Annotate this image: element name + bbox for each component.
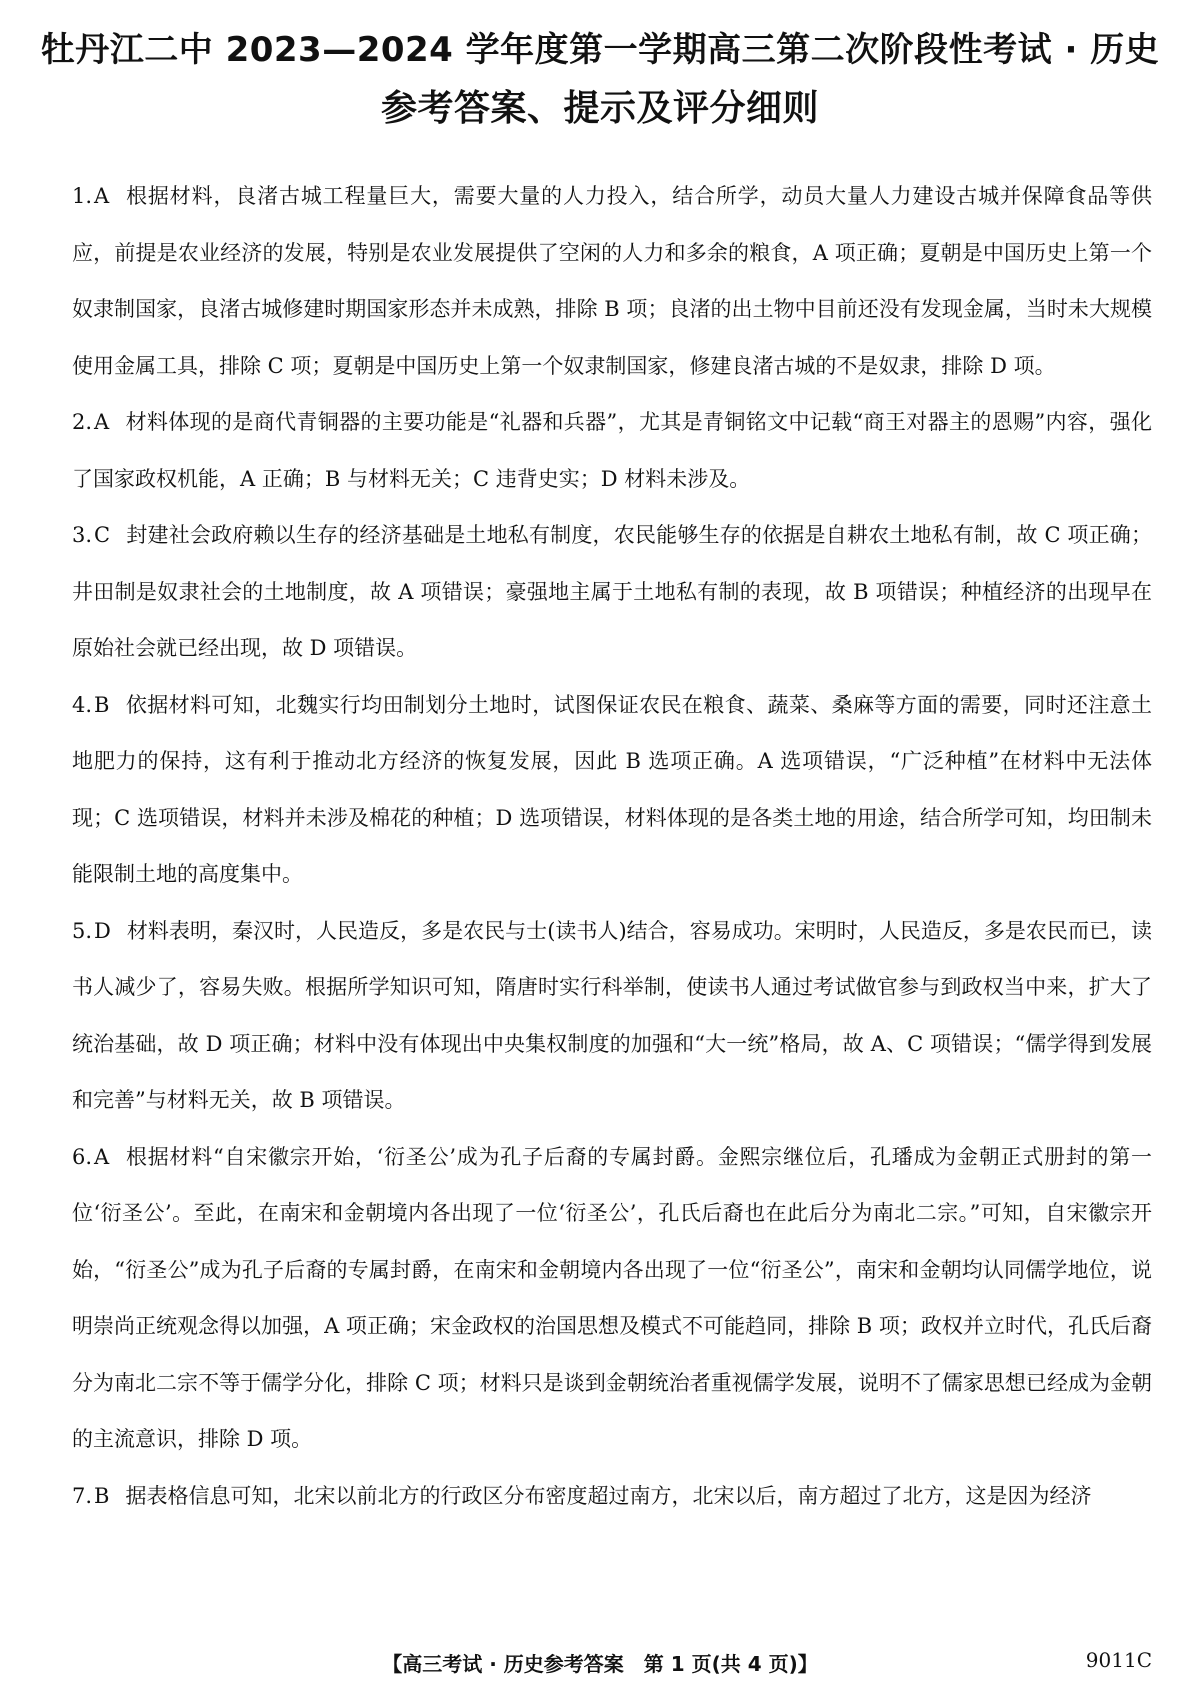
question-number: 5. — [72, 918, 93, 943]
answer-explanation: 据表格信息可知，北宋以前北方的行政区分布密度超过南方，北宋以后，南方超过了北方，这是因为经济 — [125, 1483, 1092, 1508]
question-number: 1. — [72, 184, 93, 208]
question-answer: A — [94, 410, 110, 434]
answer-item-6 — [72, 1129, 1152, 1468]
page-footer — [0, 1648, 1200, 1688]
question-number: 3. — [72, 523, 93, 547]
question-number: 6. — [72, 1144, 93, 1169]
answer-item-4 — [72, 677, 1152, 903]
question-number: 4. — [72, 692, 93, 717]
answer-item-5 — [72, 903, 1152, 1129]
answer-item-7 — [72, 1468, 1152, 1525]
footer-code: 9011C — [1085, 1648, 1152, 1672]
answer-list — [72, 168, 1152, 1524]
question-answer: C — [94, 523, 111, 547]
answer-explanation: 材料体现的是商代青铜器的主要功能是“礼器和兵器”，尤其是青铜铭文中记载“商王对器主的恩赐”内容，强化了国家政权机能，A 正确；B 与材料无关；C 违背史实；D 材料未涉及。 — [72, 410, 1152, 491]
question-answer: B — [94, 692, 110, 717]
answer-explanation: 根据材料“自宋徽宗开始，‘衍圣公’成为孔子后裔的专属封爵。金熙宗继位后，孔璠成为金朝正式册封的第一位‘衍圣公’。至此，在南宋和金朝境内各出现了一位‘衍圣公’，孔氏后裔也在此后分为南北二宗。”可知，自宋徽宗开始，“衍圣公”成为孔子后裔的专属封爵，在南宋和金朝境内各出现了一位“衍圣公”，南宋和金朝均认同儒学地位，说明崇尚正统观念得以加强，A 项正确；宋金政权的治国思想及模式不可能趋同，排除 B 项；政权并立时代，孔氏后裔分为南北二宗不等于儒学分化，排除 C 项；材料只是谈到金朝统治者重视儒学发展，说明不了儒家思想已经成为金朝的主流意识，排除 D 项。 — [72, 1144, 1152, 1451]
answer-explanation: 封建社会政府赖以生存的经济基础是土地私有制度，农民能够生存的依据是自耕农土地私有制，故 C 项正确；井田制是奴隶社会的土地制度，故 A 项错误；豪强地主属于土地私有制的表现，故 B 项错误；种植经济的出现早在原始社会就已经出现，故 D 项错误。 — [72, 523, 1152, 660]
question-answer: A — [94, 184, 110, 208]
answer-explanation: 根据材料，良渚古城工程量巨大，需要大量的人力投入，结合所学，动员大量人力建设古城并保障食品等供应，前提是农业经济的发展，特别是农业发展提供了空闲的人力和多余的粮食，A 项正确；夏朝是中国历史上第一个奴隶制国家，良渚古城修建时期国家形态并未成熟，排除 B 项；良渚的出土物中目前还没有发现金属，当时未大规模使用金属工具，排除 C 项；夏朝是中国历史上第一个奴隶制国家，修建良渚古城的不是奴隶，排除 D 项。 — [72, 184, 1152, 378]
answer-explanation: 材料表明，秦汉时，人民造反，多是农民与士(读书人)结合，容易成功。宋明时，人民造反，多是农民而已，读书人减少了，容易失败。根据所学知识可知，隋唐时实行科举制，使读书人通过考试做官参与到政权当中来，扩大了统治基础，故 D 项正确；材料中没有体现出中央集权制度的加强和“大一统”格局，故 A、C 项错误；“儒学得到发展和完善”与材料无关，故 B 项错误。 — [72, 918, 1152, 1112]
footer-page-info: 【高三考试 · 历史参考答案 第 1 页(共 4 页)】 — [382, 1652, 818, 1676]
question-answer: B — [94, 1483, 110, 1508]
answer-item-3 — [72, 507, 1152, 677]
page-title: 牡丹江二中 2023—2024 学年度第一学期高三第二次阶段性考试 · 历史 — [40, 30, 1160, 70]
question-answer: A — [94, 1144, 110, 1169]
answer-explanation: 依据材料可知，北魏实行均田制划分土地时，试图保证农民在粮食、蔬菜、桑麻等方面的需要，同时还注意土地肥力的保持，这有利于推动北方经济的恢复发展，因此 B 选项正确。A 选项错误，“广泛种植”在材料中无法体现；C 选项错误，材料并未涉及棉花的种植；D 选项错误，材料体现的是各类土地的用途，结合所学可知，均田制未能限制土地的高度集中。 — [72, 692, 1152, 886]
page-subtitle: 参考答案、提示及评分细则 — [380, 88, 819, 129]
answer-item-2 — [72, 394, 1152, 507]
question-answer: D — [94, 918, 111, 943]
answer-item-1 — [72, 168, 1152, 394]
question-number: 2. — [72, 410, 93, 434]
question-number: 7. — [72, 1483, 93, 1508]
